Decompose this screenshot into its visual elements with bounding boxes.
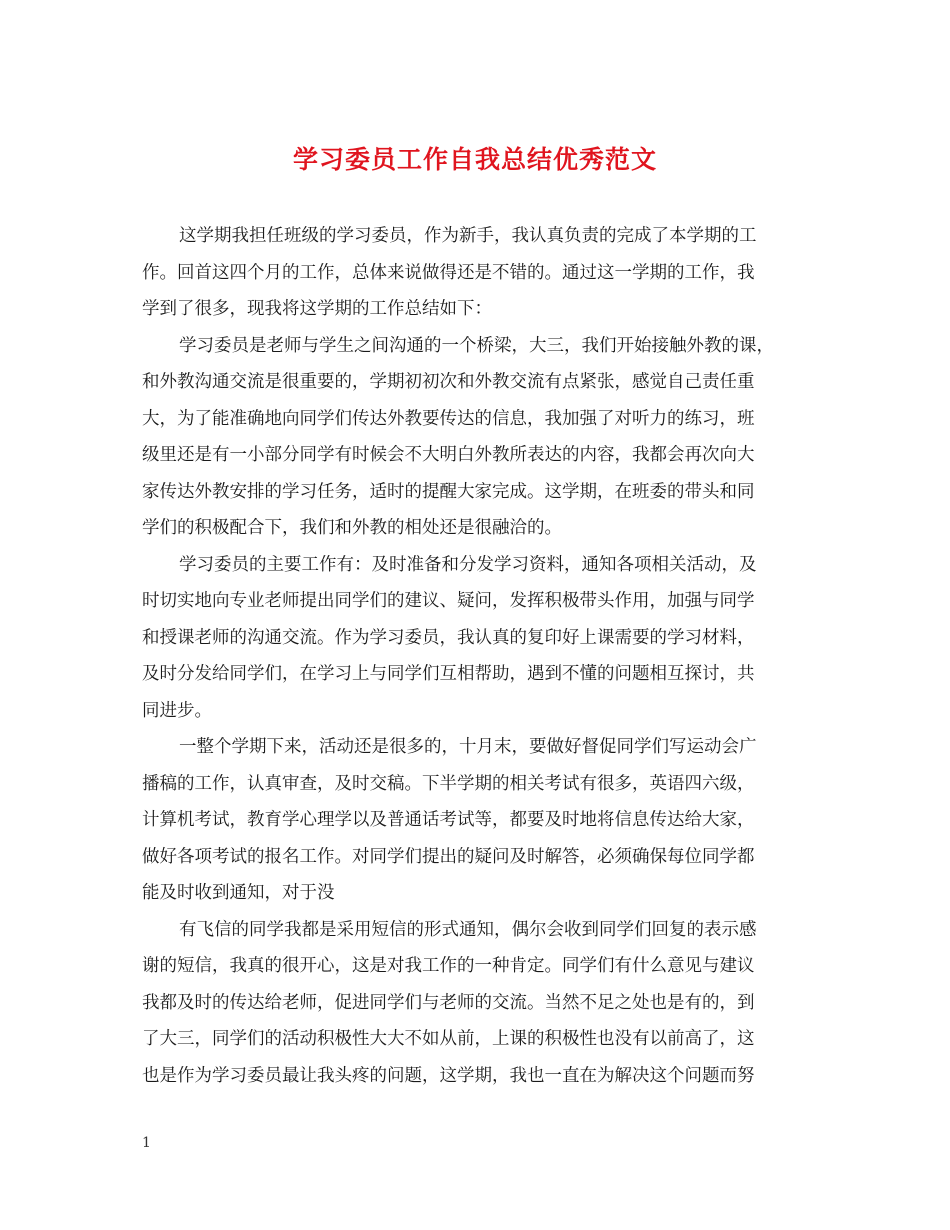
- paragraph-3-line-3: 和授课老师的沟通交流。作为学习委员，我认真的复印好上课需要的学习材料，: [142, 627, 755, 648]
- paragraph-2-line-3: 大，为了能准确地向同学们传达外教要传达的信息，我加强了对听力的练习，班: [142, 408, 755, 429]
- paragraph-4-line-3: 计算机考试，教育学心理学以及普通话考试等，都要及时地将信息传达给大家，: [142, 810, 755, 830]
- paragraph-5-line-3: 我都及时的传达给老师，促进同学们与老师的交流。当然不足之处也是有的，到: [142, 992, 755, 1013]
- paragraph-1-line-3: 学到了很多，现我将这学期的工作总结如下：: [142, 299, 492, 319]
- paragraph-5-line-5: 也是作为学习委员最让我头疼的问题，这学期，我也一直在为解决这个问题而努: [142, 1065, 755, 1086]
- paragraph-1-line-2: 作。回首这四个月的工作，总体来说做得还是不错的。通过这一学期的工作，我: [142, 262, 755, 283]
- paragraph-2-line-4: 级里还是有一小部分同学有时候会不大明白外教所表达的内容，我都会再次向大: [142, 445, 755, 465]
- paragraph-4-line-2: 播稿的工作，认真审查，及时交稿。下半学期的相关考试有很多，英语四六级，: [142, 773, 755, 794]
- paragraph-4-line-1: 一整个学期下来，活动还是很多的，十月末，要做好督促同学们写运动会广: [179, 737, 757, 757]
- paragraph-3-line-2: 时切实地向专业老师提出同学们的建议、疑问，发挥积极带头作用，加强与同学: [142, 591, 755, 611]
- paragraph-2-line-2: 和外教沟通交流是很重要的，学期初初次和外教交流有点紧张，感觉自己责任重: [142, 372, 755, 392]
- paragraph-2-line-5: 家传达外教安排的学习任务，适时的提醒大家完成。这学期，在班委的带头和同: [142, 481, 755, 502]
- paragraph-5-line-2: 谢的短信，我真的很开心，这是对我工作的一种肯定。同学们有什么意见与建议: [142, 956, 755, 976]
- paragraph-3-line-1: 学习委员的主要工作有：及时准备和分发学习资料，通知各项相关活动，及: [179, 554, 757, 575]
- document-body: [142, 218, 802, 1094]
- paragraph-4-line-4: 做好各项考试的报名工作。对同学们提出的疑问及时解答，必须确保每位同学都: [142, 846, 755, 867]
- paragraph-3-line-4: 及时分发给同学们，在学习上与同学们互相帮助，遇到不懂的问题相互探讨，共: [142, 664, 755, 684]
- document-title: 学习委员工作自我总结优秀范文: [292, 145, 657, 174]
- paragraph-4-line-5: 能及时收到通知，对于没: [142, 883, 335, 903]
- paragraph-2-line-1: 学习委员是老师与学生之间沟通的一个桥梁，大三，我们开始接触外教的课，: [179, 335, 774, 356]
- paragraph-5-line-1: 有飞信的同学我都是采用短信的形式通知，偶尔会收到同学们回复的表示感: [179, 919, 757, 940]
- paragraph-2-line-6: 学们的积极配合下，我们和外教的相处还是很融洽的。: [142, 518, 562, 538]
- paragraph-1-line-1: 这学期我担任班级的学习委员，作为新手，我认真负责的完成了本学期的工: [179, 226, 757, 246]
- page-number: 1: [142, 1135, 151, 1151]
- paragraph-3-line-5: 同进步。: [142, 700, 212, 721]
- paragraph-5-line-4: 了大三，同学们的活动积极性大大不如从前，上课的积极性也没有以前高了，这: [142, 1029, 755, 1049]
